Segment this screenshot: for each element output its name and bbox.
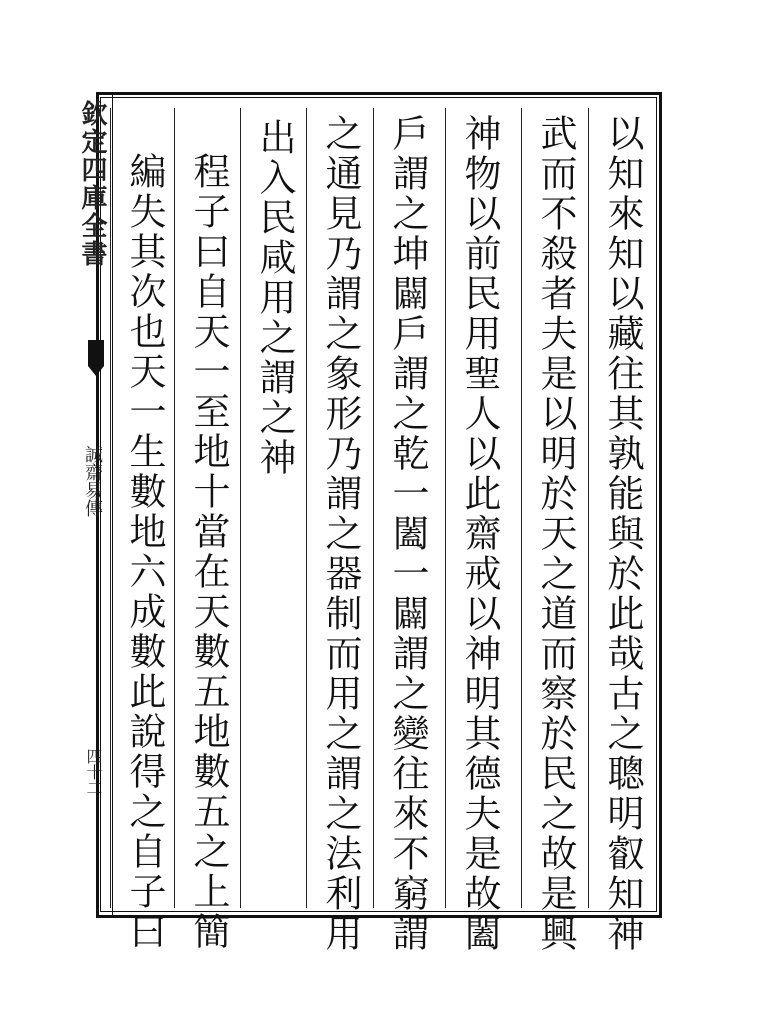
column-text: 以知來知以藏往其孰能與於此哉古之聰明叡知神	[601, 114, 644, 954]
column-text: 武而不殺者夫是以明於天之道而察於民之故是興	[534, 114, 577, 954]
column-text: 出入民咸用之謂之神	[253, 118, 296, 478]
column-text: 神物以前民用聖人以此齋戒以神明其德夫是故闔	[458, 114, 501, 954]
gutter-title: 欽定四庫全書	[77, 100, 107, 268]
text-column-2	[521, 108, 587, 954]
column-text: 之通見乃謂之象形乃謂之器制而用之謂之法利用	[319, 114, 362, 954]
text-column-3	[445, 108, 511, 954]
text-column-6	[240, 108, 306, 908]
gutter-page-number: 四十二	[84, 748, 103, 796]
text-column-1	[588, 108, 654, 954]
column-text: 程子曰自天一至地十當在天數五地數五之上簡	[187, 152, 230, 952]
gutter-book-title: 誠齋易傳	[82, 445, 103, 517]
text-column-7	[174, 108, 240, 952]
column-text: 編失其次也天一生數地六成數此說得之自子曰	[123, 152, 166, 952]
text-column-4	[373, 108, 439, 954]
fish-tail-mark	[88, 340, 104, 366]
column-text: 戶謂之坤闢戶謂之乾一闔一闢謂之變往來不窮謂	[386, 114, 429, 954]
text-column-8	[110, 108, 176, 952]
text-column-5	[306, 108, 372, 954]
